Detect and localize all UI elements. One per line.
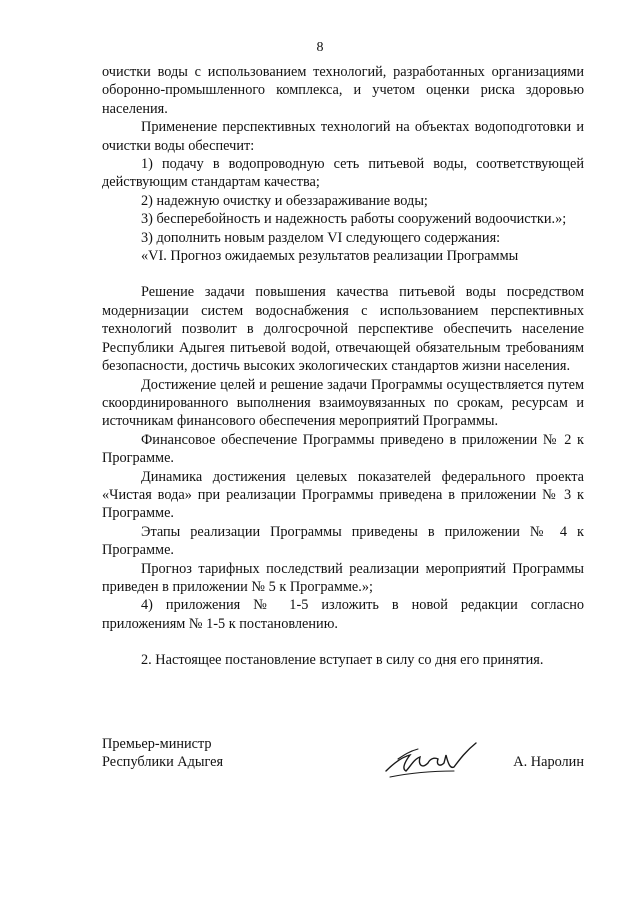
page-number: 8 [316,40,324,55]
signatory-position-line1: Премьер-министр [102,736,212,752]
list-item-2: 2) надежную очистку и обеззараживание воды; [141,192,428,209]
document-body [102,63,584,670]
amendment-item-4: 4) приложения № 1-5 изложить в новой редакции согласно приложениям № 1-5 к постановлению. [102,597,584,632]
paragraph-tariff-forecast: Прогноз тарифных последствий реализации мероприятий Программы приведен в приложении № 5 к Программе.»; [102,560,584,595]
signatory-position-line2: Республики Адыгея [102,754,224,771]
signatory-name: А. Наролин [513,754,584,770]
signatory-position [102,735,223,772]
paragraph-water-quality: Решение задачи повышения качества питьевой воды посредством модернизации систем водоснабжения с использованием перспективных технологий позволит в долгосрочной перспективе обеспечить население Республики Адыгея питьевой водой, отвечающей обязательным требованиям безопасности, достичь высоких экологических стандартов жизни населения. [102,284,584,375]
paragraph-goals: Достижение целей и решение задачи Программы осуществляется путем скоординированного выполнения взаимоувязанных по срокам, ресурсам и источникам финансового обеспечения мероприятий Программы. [102,376,584,430]
section-heading-vi: «VI. Прогноз ожидаемых результатов реализации Программы [141,248,519,265]
paragraph-stages: Этапы реализации Программы приведены в приложении № 4 к Программе. [102,523,584,559]
paragraph-financing: Финансовое обеспечение Программы приведено в приложении № 2 к Программе. [102,431,584,467]
paragraph-indicators: Динамика достижения целевых показателей федерального проекта «Чистая вода» при реализации Программы приведена в приложении № 3 к Программе. [102,468,584,522]
list-item-1: 1) подачу в водопроводную сеть питьевой воды, соответствующей действующим стандартам качества; [102,156,584,191]
paragraph-continuation: очистки воды с использованием технологий, разработанных организациями оборонно-промышленного комплекса, и учетом оценки риска здоровью населения. [102,64,584,117]
clause-2-entry-into-force: 2. Настоящее постановление вступает в силу со дня его принятия. [141,652,544,669]
handwritten-signature [380,737,484,783]
signature-block [102,735,584,795]
paragraph-technologies-intro: Применение перспективных технологий на объектах водоподготовки и очистки воды обеспечит: [102,119,584,154]
amendment-item-3: 3) дополнить новым разделом VI следующего содержания: [141,229,501,246]
list-item-3: 3) бесперебойность и надежность работы сооружений водоочистки.»; [141,211,567,228]
